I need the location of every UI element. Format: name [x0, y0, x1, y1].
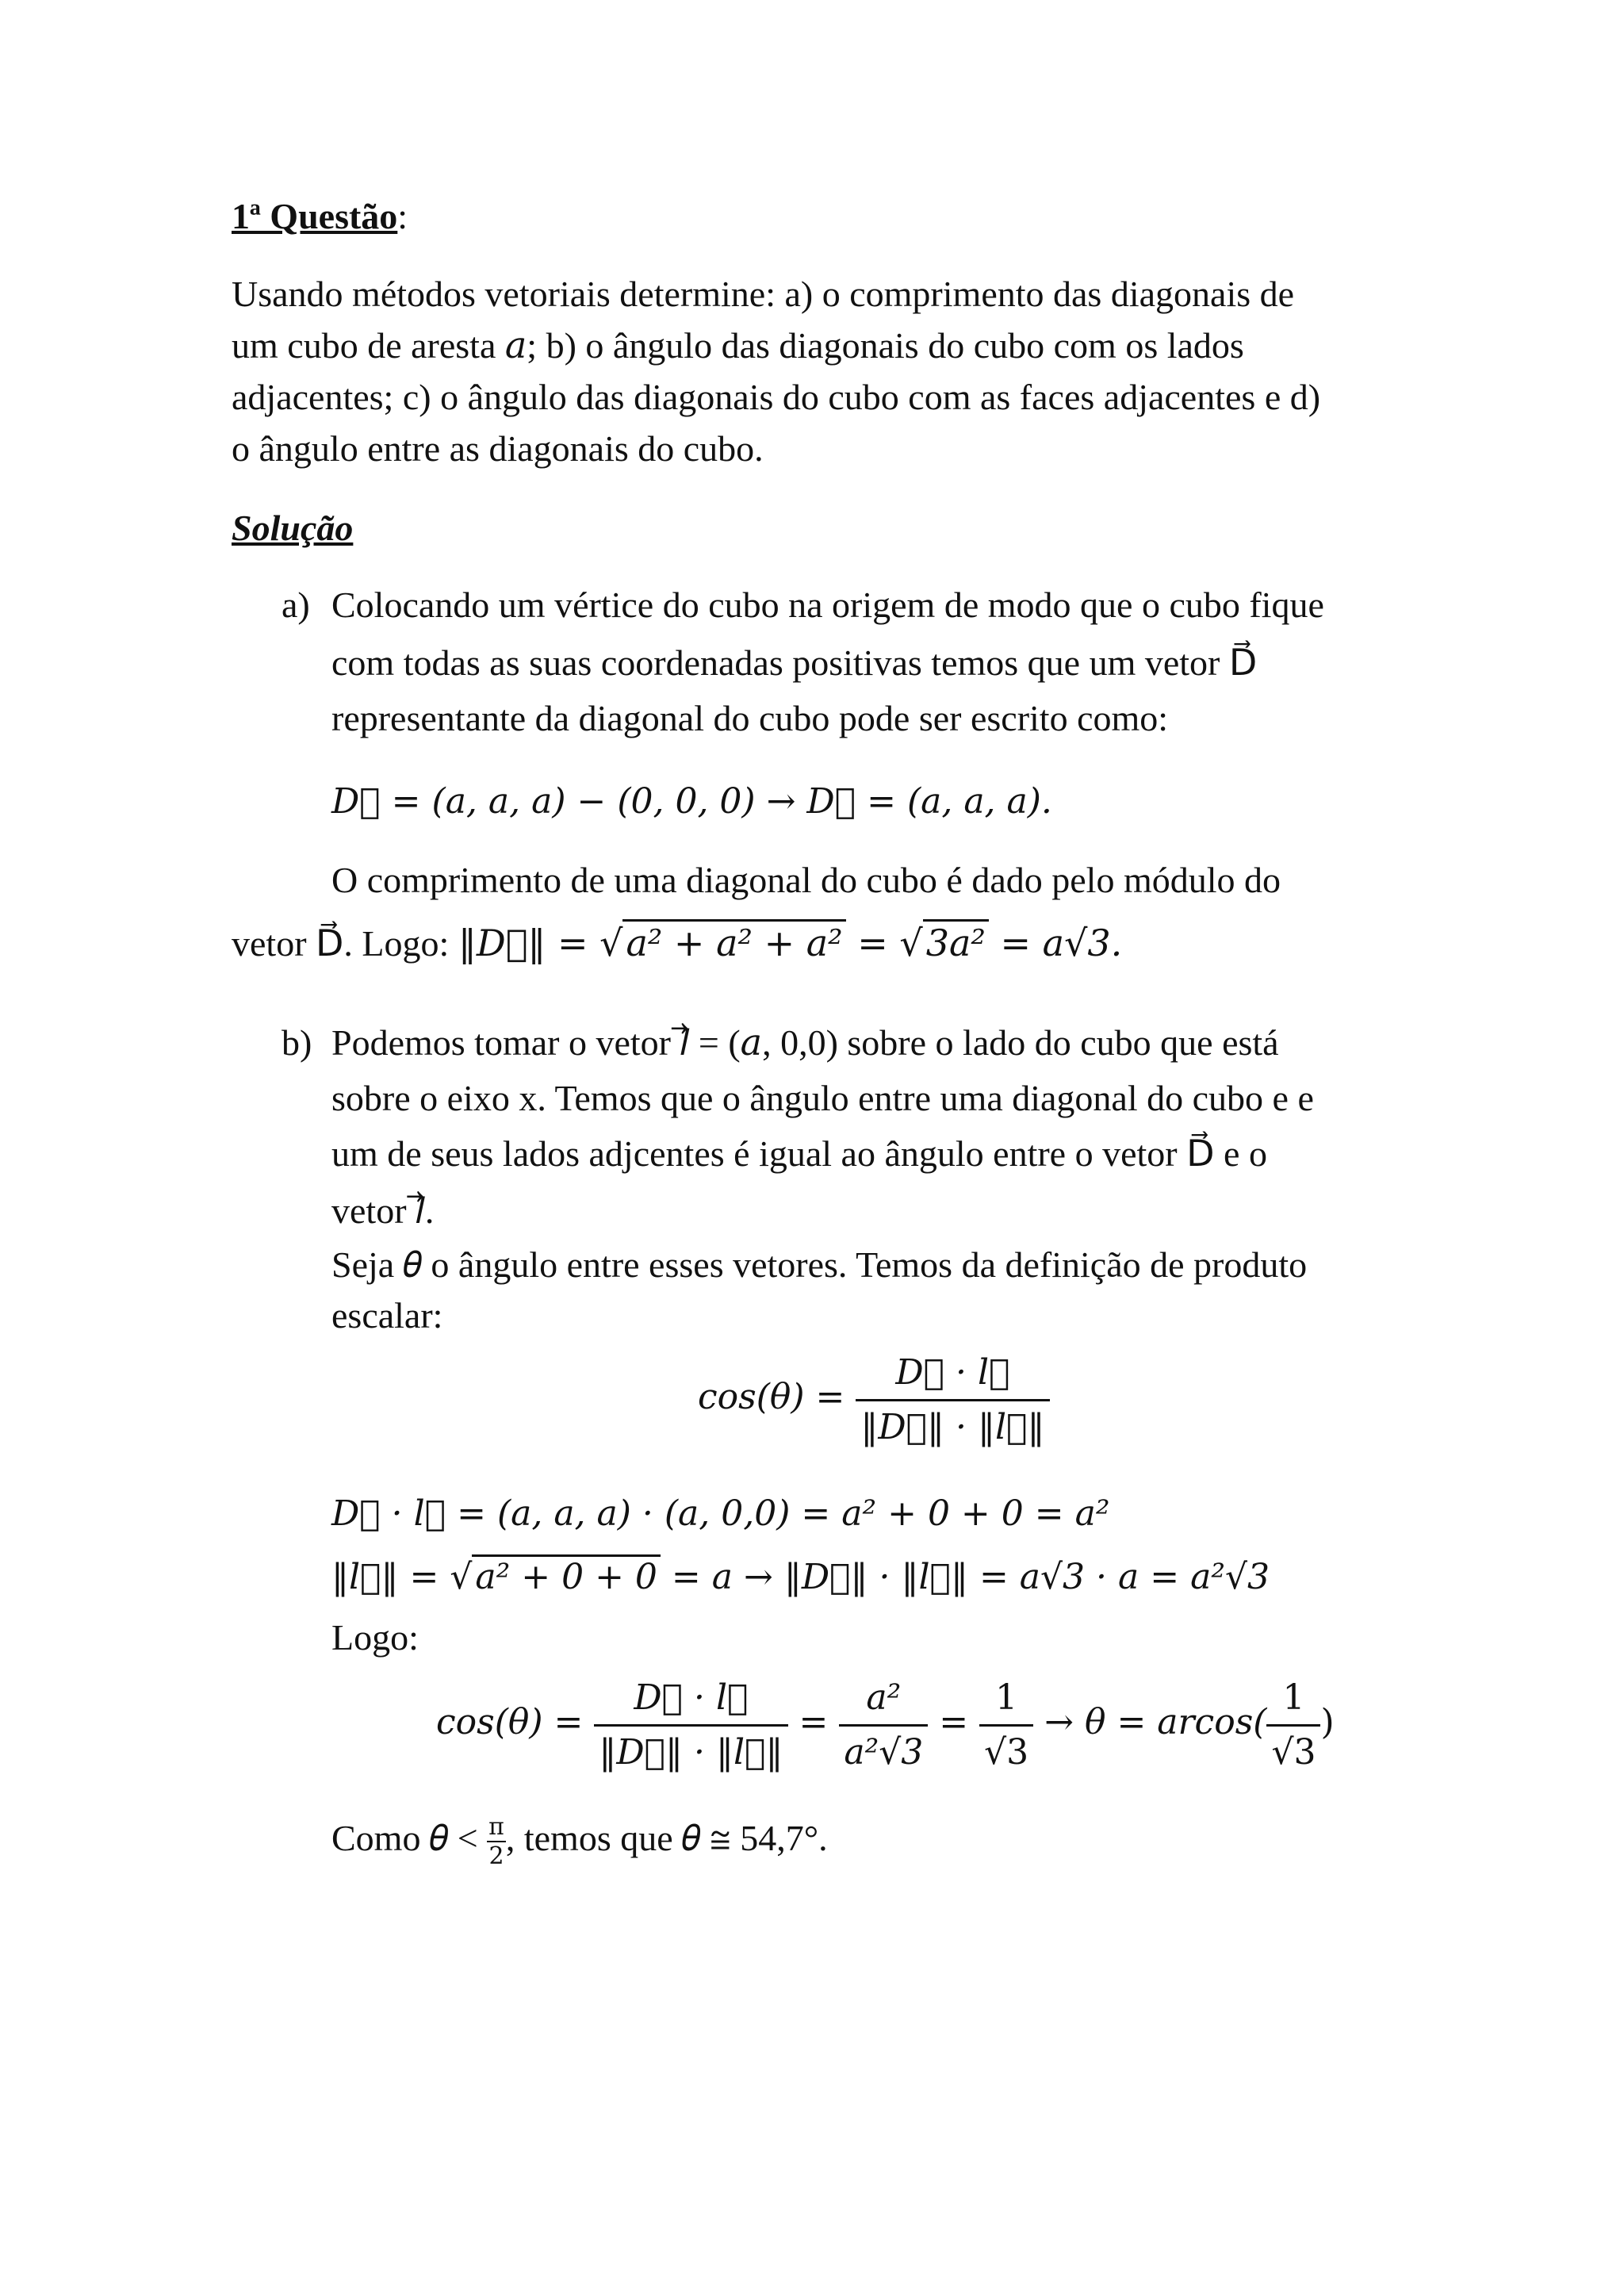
question-title-colon: :: [397, 196, 408, 236]
question-line-2: um cubo de aresta 𝑎; b) o ângulo das diagonais do cubo com os lados: [232, 325, 1244, 366]
question-title: 1ª Questão: [232, 196, 398, 236]
pi-denominator: 2: [488, 1842, 504, 1871]
part-b-label: b): [282, 1022, 312, 1063]
part-a-text-1: O comprimento de uma diagonal do cubo é dado pelo módulo do: [331, 860, 1281, 900]
arcos-close-paren: ): [1320, 1702, 1335, 1743]
logo-text: Logo:: [331, 1617, 419, 1658]
part-b-line-5: Seja 𝜃 o ângulo entre esses vetores. Temos da definição de produto: [331, 1244, 1308, 1285]
norm-l-radicand: 𝑎² + 0 + 0: [472, 1554, 661, 1597]
question-line-4: o ângulo entre as diagonais do cubo.: [232, 428, 764, 469]
equals-sign-3: =: [988, 922, 1043, 964]
part-a-norm-line: [232, 918, 1122, 969]
equals-sign: =: [546, 922, 600, 964]
arcos-fraction: [1266, 1673, 1320, 1778]
cos-formula: [698, 1348, 1050, 1453]
final-fraction-3-numerator: 1: [979, 1673, 1033, 1727]
arcos-text: → 𝜃 = 𝑎𝑟𝑐𝑜𝑠(: [1033, 1702, 1267, 1743]
final-fraction-3-denominator: √3: [984, 1732, 1029, 1773]
part-a-label: a): [282, 585, 310, 625]
part-a-equation: D⃗ = (𝑎, 𝑎, 𝑎) − (0, 0, 0) → D⃗ = (𝑎, 𝑎, 𝑎).: [331, 781, 1052, 822]
conclusion-suffix: , temos que 𝜃 ≅ 54,7°.: [505, 1818, 828, 1858]
dot-product-line: D⃗ · 𝑙⃗ = (𝑎, 𝑎, 𝑎) · (𝑎, 0,0) = 𝑎² + 0 + 0 = 𝑎²: [331, 1493, 1110, 1534]
part-a-text-2: vetor D⃗. Logo:: [232, 923, 458, 964]
question-line-1: Usando métodos vetoriais determine: a) o comprimento das diagonais de: [232, 274, 1295, 314]
conclusion-prefix: Como 𝜃 <: [331, 1818, 488, 1858]
part-b-line-1: Podemos tomar o vetor 𝑙⃗ = (𝑎, 0,0) sobre o lado do cubo que está: [331, 1022, 1279, 1063]
final-fraction-2-denominator: 𝑎²√3: [844, 1732, 924, 1773]
cos-fraction: [856, 1348, 1049, 1453]
question-header: [232, 190, 408, 242]
question-line-3: adjacentes; c) o ângulo das diagonais do cubo com as faces adjacentes e d): [232, 377, 1321, 417]
final-fraction-2: [839, 1673, 928, 1778]
part-b-line-4: vetor 𝑙⃗.: [331, 1190, 435, 1231]
arcos-fraction-denominator: √3: [1271, 1732, 1316, 1773]
solution-heading: Solução: [232, 508, 354, 548]
final-cos-lhs: cos(𝜃) =: [436, 1702, 595, 1743]
part-a-line-2: com todas as suas coordenadas positivas temos que um vetor D⃗: [331, 642, 1258, 683]
part-b-line-2: sobre o eixo x. Temos que o ângulo entre uma diagonal do cubo e e: [331, 1078, 1314, 1118]
sqrt-symbol-3: √: [450, 1557, 473, 1597]
norm-l-prefix: ‖𝑙⃗‖ =: [331, 1557, 450, 1597]
norm-l-line: [331, 1553, 1270, 1602]
cos-lhs: cos(𝜃) =: [698, 1377, 856, 1418]
final-eq-2: =: [928, 1702, 980, 1743]
norm-l-suffix: = 𝑎 → ‖D⃗‖ · ‖𝑙⃗‖ = 𝑎√3 · 𝑎 = 𝑎²√3: [660, 1557, 1270, 1597]
arcos-fraction-numerator: 1: [1266, 1673, 1320, 1727]
sqrt-radicand-2: 3𝑎²: [923, 919, 989, 964]
norm-d: ‖D⃗‖: [458, 922, 546, 964]
part-b-line-3: um de seus lados adjcentes é igual ao ângulo entre o vetor D⃗ e o: [331, 1133, 1267, 1174]
part-b-line-6: escalar:: [331, 1295, 443, 1336]
final-fraction-1-numerator: D⃗ · 𝑙⃗: [594, 1673, 787, 1727]
pi-numerator: π: [488, 1813, 504, 1842]
final-eq-1: =: [787, 1702, 840, 1743]
sqrt-symbol-2: √: [899, 922, 923, 964]
final-fraction-1: [594, 1673, 787, 1778]
final-fraction-3: [979, 1673, 1033, 1778]
part-a-line-1: Colocando um vértice do cubo na origem de modo que o cubo fique: [331, 585, 1324, 625]
sqrt-symbol-1: √: [599, 922, 623, 964]
final-cos-equation: [436, 1673, 1335, 1778]
sqrt-radicand-1: 𝑎² + 𝑎² + 𝑎²: [622, 919, 845, 964]
cos-fraction-numerator: D⃗ · 𝑙⃗: [856, 1348, 1049, 1401]
equals-sign-2: =: [845, 922, 900, 964]
pi-over-2: [487, 1814, 506, 1869]
cos-fraction-denominator: ‖D⃗‖ · ‖𝑙⃗‖: [860, 1407, 1045, 1448]
part-a-result: 𝑎√3.: [1042, 922, 1123, 964]
conclusion-line: [331, 1812, 828, 1869]
final-fraction-2-numerator: 𝑎²: [839, 1673, 928, 1727]
part-a-line-3: representante da diagonal do cubo pode ser escrito como:: [331, 698, 1169, 738]
final-fraction-1-denominator: ‖D⃗‖ · ‖𝑙⃗‖: [599, 1732, 783, 1773]
